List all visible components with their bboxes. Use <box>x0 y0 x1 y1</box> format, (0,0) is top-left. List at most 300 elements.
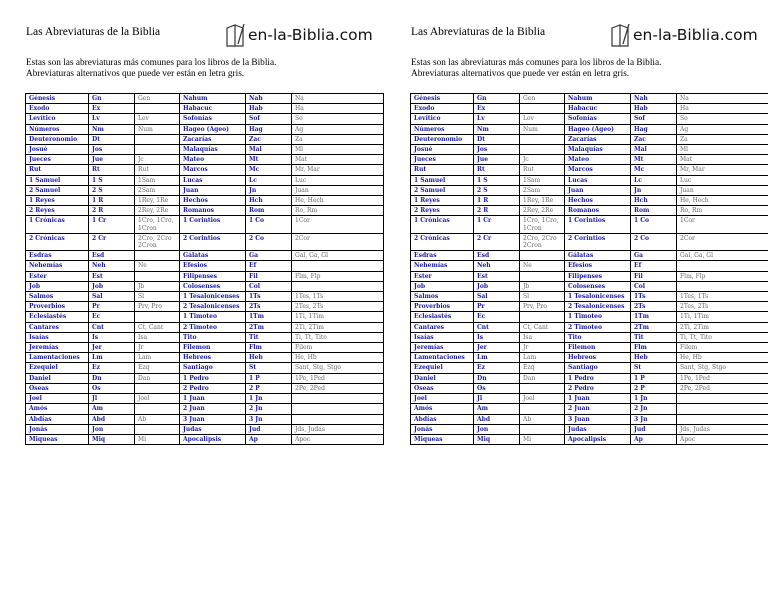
book-name-cell: Hechos <box>180 196 246 206</box>
alternate-abbreviation-cell: 1Sam <box>135 175 180 185</box>
table-row <box>411 216 768 233</box>
book-name-cell: Lucas <box>180 175 246 185</box>
book-name-cell: Cantares <box>411 322 474 332</box>
book-name-cell: Oseas <box>411 383 474 393</box>
book-name-cell: Ester <box>26 271 89 281</box>
book-name-cell: Hageo (Ageo) <box>180 124 246 134</box>
abbreviation-cell: Os <box>89 383 135 393</box>
abbreviation-cell: 2 S <box>89 185 135 195</box>
table-row <box>26 434 384 444</box>
book-name-cell: Job <box>411 281 474 291</box>
abbreviation-cell: Heb <box>246 353 292 363</box>
alternate-abbreviation-cell: Ezq <box>135 363 180 373</box>
book-name-cell: Colosenses <box>180 281 246 291</box>
alternate-abbreviation-cell: Na <box>292 94 384 104</box>
book-name-cell: Jonás <box>411 424 474 434</box>
abbreviation-cell: 2 Cr <box>89 233 135 250</box>
table-row <box>26 373 384 383</box>
abbreviation-cell: Ga <box>246 251 292 261</box>
table-row <box>411 134 768 144</box>
document-title: Las Abreviaturas de la Biblia <box>411 26 546 38</box>
book-name-cell: Josué <box>26 145 89 155</box>
book-name-cell: Gálatas <box>180 251 246 261</box>
abbreviation-cell: Job <box>89 281 135 291</box>
abbreviation-cell: Fil <box>631 271 677 281</box>
book-name-cell: 1 Corintios <box>180 216 246 233</box>
alternate-abbreviation-cell: Sl <box>135 292 180 302</box>
book-name-cell: 1 Juan <box>180 394 246 404</box>
abbreviation-cell: 3 Jn <box>246 414 292 424</box>
alternate-abbreviation-cell: Sl <box>520 292 565 302</box>
table-row <box>26 353 384 363</box>
table-row <box>411 332 768 342</box>
book-name-cell: Deuteronomio <box>26 134 89 144</box>
abbreviation-cell: Sof <box>246 114 292 124</box>
book-name-cell: Lamentaciones <box>26 353 89 363</box>
abbreviation-cell: Nah <box>631 94 677 104</box>
abbreviation-cell: Rom <box>246 206 292 216</box>
book-name-cell: Apocalipsis <box>565 434 631 444</box>
intro-line: Abreviaturas alternativos que puede ver están en letra gris. <box>26 68 245 79</box>
abbreviation-cell: Hab <box>631 104 677 114</box>
book-name-cell: Nehemías <box>411 261 474 271</box>
alternate-abbreviation-cell: 2Cor <box>292 233 384 250</box>
abbreviation-cell: Jue <box>474 155 520 165</box>
document-title: Las Abreviaturas de la Biblia <box>26 26 161 38</box>
abbreviation-cell: Ex <box>89 104 135 114</box>
abbreviation-cell: Sal <box>474 292 520 302</box>
abbreviation-cell: Os <box>474 383 520 393</box>
abbreviation-cell: Ef <box>246 261 292 271</box>
table-row <box>26 322 384 332</box>
book-name-cell: 2 Pedro <box>565 383 631 393</box>
alternate-abbreviation-cell: Num <box>520 124 565 134</box>
book-name-cell: Exodo <box>26 104 89 114</box>
alternate-abbreviation-cell <box>520 104 565 114</box>
book-name-cell: 3 Juan <box>180 414 246 424</box>
table-row <box>26 343 384 353</box>
alternate-abbreviation-cell: Isa <box>520 332 565 342</box>
table-row <box>411 394 768 404</box>
book-name-cell: Santiago <box>565 363 631 373</box>
book-name-cell: Romanos <box>180 206 246 216</box>
abbreviation-cell: Rt <box>474 165 520 175</box>
book-pen-icon <box>609 22 631 48</box>
book-name-cell: 2 Corintios <box>180 233 246 250</box>
table-row <box>411 124 768 134</box>
book-name-cell: 2 Crónicas <box>411 233 474 250</box>
alternate-abbreviation-cell: Dan <box>135 373 180 383</box>
table-row <box>411 322 768 332</box>
book-name-cell: Marcos <box>565 165 631 175</box>
abbreviation-cell: 1Tm <box>246 312 292 322</box>
alternate-abbreviation-cell: 2Pe, 2Ped <box>292 383 384 393</box>
abbreviation-cell: 1 Cr <box>474 216 520 233</box>
abbreviation-cell: Mt <box>246 155 292 165</box>
book-name-cell: Ezequiel <box>411 363 474 373</box>
table-row <box>411 434 768 444</box>
alternate-abbreviation-cell: 2Tes, 2Ts <box>677 302 768 312</box>
table-row <box>411 404 768 414</box>
abbreviation-cell: 1 R <box>89 196 135 206</box>
table-row <box>26 383 384 393</box>
abbreviation-cell: Neh <box>474 261 520 271</box>
abbreviation-cell: 1 S <box>474 175 520 185</box>
book-name-cell: Habacuc <box>565 104 631 114</box>
abbreviation-cell: Mal <box>246 145 292 155</box>
alternate-abbreviation-cell: Ha <box>677 104 768 114</box>
book-name-cell: Josué <box>411 145 474 155</box>
abbreviation-cell: Jos <box>474 145 520 155</box>
alternate-abbreviation-cell: He, Hb <box>677 353 768 363</box>
book-name-cell: 1 Pedro <box>565 373 631 383</box>
book-name-cell: 1 Pedro <box>180 373 246 383</box>
book-name-cell: 1 Timoteo <box>565 312 631 322</box>
abbreviation-cell: Esd <box>474 251 520 261</box>
abbreviation-cell: Heb <box>631 353 677 363</box>
book-name-cell: Juan <box>180 185 246 195</box>
abbreviation-cell: 2 Co <box>631 233 677 250</box>
table-row <box>26 134 384 144</box>
book-name-cell: Rut <box>26 165 89 175</box>
alternate-abbreviation-cell: 1Ti, 1Tim <box>292 312 384 322</box>
alternate-abbreviation-cell <box>135 271 180 281</box>
alternate-abbreviation-cell: Joel <box>135 394 180 404</box>
abbreviation-cell: Rt <box>89 165 135 175</box>
book-name-cell: Salmos <box>411 292 474 302</box>
abbreviation-cell: Nm <box>474 124 520 134</box>
abbreviation-cell: Rom <box>631 206 677 216</box>
abbreviation-cell: 2Ts <box>246 302 292 312</box>
abbreviation-cell: Col <box>631 281 677 291</box>
alternate-abbreviation-cell: Flm, Flp <box>292 271 384 281</box>
alternate-abbreviation-cell: Gen <box>135 94 180 104</box>
abbreviation-cell: Fil <box>246 271 292 281</box>
alternate-abbreviation-cell: Isa <box>135 332 180 342</box>
abbreviation-cell: Ec <box>474 312 520 322</box>
abbreviation-cell: Jer <box>89 343 135 353</box>
book-name-cell: 2 Timoteo <box>180 322 246 332</box>
alternate-abbreviation-cell: 2Pe, 2Ped <box>677 383 768 393</box>
table-row <box>26 332 384 342</box>
alternate-abbreviation-cell <box>520 404 565 414</box>
book-name-cell: 1 Samuel <box>26 175 89 185</box>
alternate-abbreviation-cell: Gal, Ga, Gl <box>677 251 768 261</box>
table-row <box>26 363 384 373</box>
book-name-cell: 3 Juan <box>565 414 631 424</box>
book-name-cell: Isaías <box>26 332 89 342</box>
alternate-abbreviation-cell: Lam <box>135 353 180 363</box>
book-name-cell: Jueces <box>411 155 474 165</box>
alternate-abbreviation-cell <box>292 394 384 404</box>
book-name-cell: Miqueas <box>411 434 474 444</box>
book-name-cell: 1 Reyes <box>411 196 474 206</box>
alternate-abbreviation-cell: Ab <box>135 414 180 424</box>
alternate-abbreviation-cell: 1Rey, 1Re <box>135 196 180 206</box>
table-row <box>26 292 384 302</box>
alternate-abbreviation-cell <box>677 281 768 291</box>
abbreviation-cell: Jn <box>246 185 292 195</box>
table-row <box>26 394 384 404</box>
table-row <box>411 383 768 393</box>
site-logo <box>609 22 758 48</box>
abbreviation-cell: Ap <box>631 434 677 444</box>
book-name-cell: Filemon <box>565 343 631 353</box>
table-row <box>411 353 768 363</box>
abbreviation-cell: Am <box>89 404 135 414</box>
alternate-abbreviation-cell: 2Cro, 2Cro 2Cron <box>520 233 565 250</box>
abbreviation-cell: Hag <box>631 124 677 134</box>
alternate-abbreviation-cell: Joel <box>520 394 565 404</box>
book-name-cell: Colosenses <box>565 281 631 291</box>
alternate-abbreviation-cell: Filem <box>677 343 768 353</box>
table-row <box>411 185 768 195</box>
table-row <box>26 104 384 114</box>
alternate-abbreviation-cell: 1Tes, 1Ts <box>292 292 384 302</box>
abbreviation-cell: Flm <box>631 343 677 353</box>
abbreviation-cell: Jon <box>89 424 135 434</box>
book-name-cell: 1 Timoteo <box>180 312 246 322</box>
intro-text <box>411 58 661 79</box>
abbreviation-cell: 2 R <box>474 206 520 216</box>
table-row <box>26 185 384 195</box>
abbreviation-cell: Esd <box>89 251 135 261</box>
alternate-abbreviation-cell: Ro, Rm <box>292 206 384 216</box>
book-name-cell: Romanos <box>565 206 631 216</box>
alternate-abbreviation-cell: Ti, Tt, Tito <box>292 332 384 342</box>
abbreviation-cell: Tit <box>631 332 677 342</box>
abbreviation-cell: 1 R <box>474 196 520 206</box>
book-name-cell: 2 Juan <box>565 404 631 414</box>
alternate-abbreviation-cell <box>520 251 565 261</box>
book-name-cell: Daniel <box>26 373 89 383</box>
book-name-cell: Tito <box>565 332 631 342</box>
book-name-cell: Mateo <box>565 155 631 165</box>
alternate-abbreviation-cell: Za <box>677 134 768 144</box>
alternate-abbreviation-cell <box>292 414 384 424</box>
book-name-cell: Juan <box>565 185 631 195</box>
table-row <box>411 94 768 104</box>
table-row <box>26 233 384 250</box>
alternate-abbreviation-cell: Apoc <box>292 434 384 444</box>
abbreviation-cell: Jos <box>89 145 135 155</box>
alternate-abbreviation-cell: Ag <box>677 124 768 134</box>
table-row <box>26 251 384 261</box>
abbreviation-cell: 2 Jn <box>246 404 292 414</box>
alternate-abbreviation-cell <box>135 404 180 414</box>
abbreviation-cell: Mc <box>246 165 292 175</box>
book-name-cell: Lucas <box>565 175 631 185</box>
book-name-cell: Levítico <box>26 114 89 124</box>
table-row <box>411 373 768 383</box>
book-name-cell: Santiago <box>180 363 246 373</box>
alternate-abbreviation-cell: Mat <box>292 155 384 165</box>
abbreviation-cell: Abd <box>89 414 135 424</box>
abbreviation-cell: Hab <box>246 104 292 114</box>
abbreviation-cell: 3 Jn <box>631 414 677 424</box>
book-name-cell: Oseas <box>26 383 89 393</box>
book-name-cell: Job <box>26 281 89 291</box>
book-name-cell: Jueces <box>26 155 89 165</box>
book-name-cell: Génesis <box>26 94 89 104</box>
abbreviation-cell: Cnt <box>89 322 135 332</box>
alternate-abbreviation-cell: Luc <box>292 175 384 185</box>
abbreviation-cell: Lv <box>474 114 520 124</box>
alternate-abbreviation-cell: Gal, Ga, Gl <box>292 251 384 261</box>
table-body <box>411 94 768 445</box>
abbreviation-cell: 2 Jn <box>631 404 677 414</box>
table-row <box>26 271 384 281</box>
alternate-abbreviation-cell: Ne <box>520 261 565 271</box>
abbreviation-cell: 1Ts <box>631 292 677 302</box>
alternate-abbreviation-cell: Ti, Tt, Tito <box>677 332 768 342</box>
abbreviation-cell: 1 P <box>246 373 292 383</box>
abbreviation-cell: Sal <box>89 292 135 302</box>
table-row <box>26 414 384 424</box>
table-row <box>411 165 768 175</box>
alternate-abbreviation-cell: Na <box>677 94 768 104</box>
alternate-abbreviation-cell: 2Ti, 2Tim <box>677 322 768 332</box>
book-name-cell: Miqueas <box>26 434 89 444</box>
book-name-cell: Amós <box>411 404 474 414</box>
book-name-cell: Ezequiel <box>26 363 89 373</box>
book-name-cell: 2 Pedro <box>180 383 246 393</box>
abbreviation-cell: Lc <box>246 175 292 185</box>
table-row <box>26 206 384 216</box>
table-row <box>26 165 384 175</box>
alternate-abbreviation-cell <box>520 424 565 434</box>
alternate-abbreviation-cell <box>292 404 384 414</box>
abbreviation-cell: Job <box>474 281 520 291</box>
abbreviation-cell: Jue <box>89 155 135 165</box>
alternate-abbreviation-cell: So <box>292 114 384 124</box>
book-name-cell: Abdías <box>26 414 89 424</box>
abbreviation-cell: 1 P <box>631 373 677 383</box>
abbreviation-cell: Jer <box>474 343 520 353</box>
book-name-cell: Malaquías <box>180 145 246 155</box>
abbreviation-cell: Is <box>474 332 520 342</box>
alternate-abbreviation-cell: Ne <box>135 261 180 271</box>
table-row <box>411 312 768 322</box>
abbreviation-cell: Mt <box>631 155 677 165</box>
abbreviation-cell: Lm <box>89 353 135 363</box>
abbreviation-cell: 2 P <box>246 383 292 393</box>
table-row <box>26 124 384 134</box>
abbreviation-cell: Est <box>474 271 520 281</box>
alternate-abbreviation-cell: Rut <box>520 165 565 175</box>
alternate-abbreviation-cell: Num <box>135 124 180 134</box>
book-name-cell: 2 Tesalonicenses <box>180 302 246 312</box>
alternate-abbreviation-cell: 2Ti, 2Tim <box>292 322 384 332</box>
alternate-abbreviation-cell: 1Cro, 1Cro, 1Cron <box>135 216 180 233</box>
alternate-abbreviation-cell <box>135 312 180 322</box>
alternate-abbreviation-cell <box>135 251 180 261</box>
book-name-cell: Eclesiastés <box>411 312 474 322</box>
book-name-cell: 2 Corintios <box>565 233 631 250</box>
book-name-cell: Zacarías <box>565 134 631 144</box>
book-name-cell: 2 Reyes <box>26 206 89 216</box>
table-row <box>26 175 384 185</box>
book-pen-icon <box>224 22 246 48</box>
abbreviation-cell: Mc <box>631 165 677 175</box>
abbreviation-cell: Pr <box>89 302 135 312</box>
abbreviation-cell: Flm <box>246 343 292 353</box>
abbreviation-cell: Mal <box>631 145 677 155</box>
alternate-abbreviation-cell: Jr <box>135 343 180 353</box>
book-name-cell: 1 Tesalonicenses <box>180 292 246 302</box>
book-name-cell: Efesios <box>565 261 631 271</box>
book-name-cell: Judas <box>180 424 246 434</box>
book-name-cell: Hebreos <box>565 353 631 363</box>
alternate-abbreviation-cell: 2Rey, 2Re <box>135 206 180 216</box>
abbreviation-cell: Zac <box>631 134 677 144</box>
alternate-abbreviation-cell: Apoc <box>677 434 768 444</box>
alternate-abbreviation-cell: 2Rey, 2Re <box>520 206 565 216</box>
abbreviation-cell: 2 R <box>89 206 135 216</box>
alternate-abbreviation-cell <box>292 261 384 271</box>
abbreviation-cell: Cnt <box>474 322 520 332</box>
alternate-abbreviation-cell: 2Sam <box>520 185 565 195</box>
book-name-cell: 2 Juan <box>180 404 246 414</box>
alternate-abbreviation-cell: 2Cro, 2Cro 2Cron <box>135 233 180 250</box>
table-row <box>411 206 768 216</box>
book-name-cell: Joel <box>411 394 474 404</box>
abbreviation-cell: Gn <box>89 94 135 104</box>
table-row <box>26 302 384 312</box>
table-row <box>411 175 768 185</box>
abbreviation-cell: 2 Co <box>246 233 292 250</box>
book-name-cell: Números <box>26 124 89 134</box>
book-name-cell: 1 Juan <box>565 394 631 404</box>
intro-text <box>26 58 276 79</box>
abbreviation-cell: Pr <box>474 302 520 312</box>
alternate-abbreviation-cell: Ro, Rm <box>677 206 768 216</box>
table-row <box>26 312 384 322</box>
alternate-abbreviation-cell: Sant, Stg, Stgo <box>292 363 384 373</box>
book-name-cell: Nahum <box>180 94 246 104</box>
book-name-cell: Joel <box>26 394 89 404</box>
table-body <box>26 94 384 445</box>
alternate-abbreviation-cell: Prv, Pro <box>135 302 180 312</box>
abbreviations-table <box>410 93 768 445</box>
abbreviation-cell: 2 P <box>631 383 677 393</box>
abbreviation-cell: Jn <box>631 185 677 195</box>
alternate-abbreviation-cell: Mr, Mar <box>292 165 384 175</box>
book-name-cell: Sofonías <box>565 114 631 124</box>
alternate-abbreviation-cell: He, Hech <box>292 196 384 206</box>
alternate-abbreviation-cell: Ezq <box>520 363 565 373</box>
book-name-cell: Ester <box>411 271 474 281</box>
alternate-abbreviation-cell: Prv, Pro <box>520 302 565 312</box>
abbreviation-cell: St <box>246 363 292 373</box>
abbreviation-cell: 1Ts <box>246 292 292 302</box>
alternate-abbreviation-cell: Ha <box>292 104 384 114</box>
table-row <box>26 145 384 155</box>
alternate-abbreviation-cell: Jb <box>520 281 565 291</box>
abbreviation-cell: 1 Cr <box>89 216 135 233</box>
alternate-abbreviation-cell: Ab <box>520 414 565 424</box>
abbreviations-table <box>25 93 384 445</box>
book-name-cell: 2 Reyes <box>411 206 474 216</box>
book-name-cell: Génesis <box>411 94 474 104</box>
alternate-abbreviation-cell <box>520 134 565 144</box>
table-row <box>26 196 384 206</box>
abbreviation-cell: 1 Jn <box>246 394 292 404</box>
abbreviation-cell: Ap <box>246 434 292 444</box>
alternate-abbreviation-cell <box>135 424 180 434</box>
alternate-abbreviation-cell: Ml <box>292 145 384 155</box>
abbreviation-cell: 2Ts <box>631 302 677 312</box>
